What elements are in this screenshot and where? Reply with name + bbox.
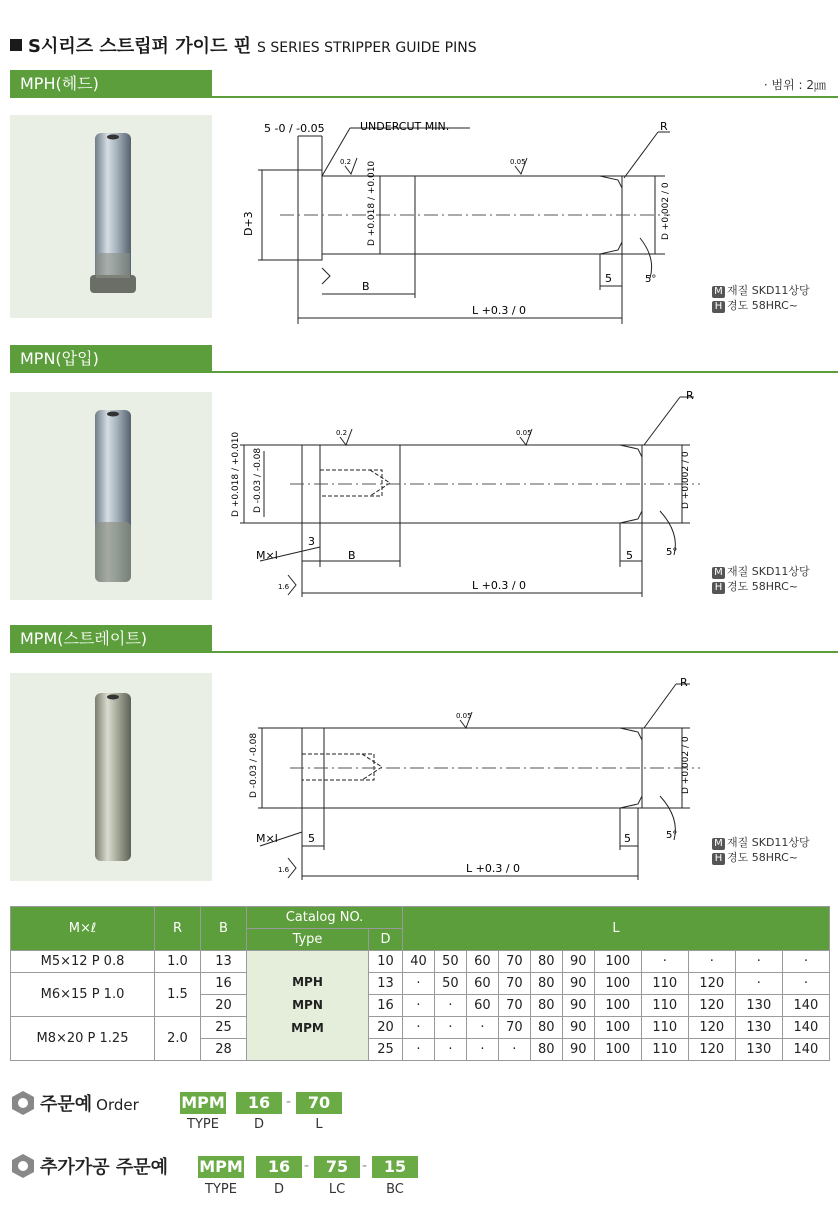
cell-l: · [688,951,735,973]
section-label: MPN(압입) [10,345,212,373]
cell-l: 80 [530,995,562,1017]
pin-photo-mpn [10,392,212,600]
dim-press-diameter: D +0.018 / +0.010 [231,431,241,517]
dim-guide-diameter: D +0.002 / 0 [681,451,691,509]
cell-d: 25 [369,1039,403,1061]
cell-l: 70 [498,1017,530,1039]
dim-b: B [362,280,370,293]
order-box-d: 16 [236,1092,282,1114]
cell-l: 140 [782,1017,829,1039]
dim-length: L +0.3 / 0 [472,304,527,317]
cell-l: 70 [498,973,530,995]
extra-box-d: 16 [256,1156,302,1178]
cell-d: 10 [369,951,403,973]
extra-box-type: MPM [199,1157,243,1176]
roughness-b: 0.05 [516,429,532,437]
section-divider [212,96,838,98]
cell-l: · [434,1017,466,1039]
mpn-pin-image [10,392,212,600]
gear-icon [10,1153,36,1179]
cell-d: 13 [369,973,403,995]
cell-l: 140 [782,1039,829,1061]
label-radius: R [686,389,694,402]
cell-thread: M5×12 P 0.8 [11,951,155,973]
cell-l: 50 [434,951,466,973]
hardness-text: 경도 58HRC~ [727,580,799,593]
cell-b: 20 [201,995,247,1017]
cell-l: · [434,995,466,1017]
hardness-text: 경도 58HRC~ [727,851,799,864]
title-english: S SERIES STRIPPER GUIDE PINS [257,40,477,56]
title-korean: S시리즈 스트립퍼 가이드 핀 [28,36,252,57]
section-label: MPH(헤드) [10,70,212,98]
cell-l: · [735,951,782,973]
cell-type-list [247,951,369,1061]
cell-l: 110 [641,1017,688,1039]
range-note: · 범위 : 2㎛ [763,78,826,92]
square-bullet-icon [10,39,22,51]
table-row [11,973,830,995]
cell-l: · [466,1017,498,1039]
label-undercut: UNDERCUT MIN. [360,120,450,133]
page-title [10,32,477,58]
label-thread: M×l [256,832,278,845]
cell-b: 25 [201,1017,247,1039]
order-box-type: MPM [181,1093,225,1112]
dim-body-diameter: D -0.03 / -0.08 [253,447,263,513]
cell-l: 60 [466,995,498,1017]
cell-l: · [735,973,782,995]
cell-l: 120 [688,995,735,1017]
cell-l: 120 [688,1039,735,1061]
roughness-b: 0.05 [510,158,526,166]
order-label-ko: 주문예 [40,1094,93,1115]
cell-l: 90 [562,951,594,973]
material-text: 재질 SKD11상당 [727,284,810,297]
roughness-c: 1.6 [278,866,290,874]
dim-head-thickness: 5 -0 / -0.05 [264,122,325,135]
extra-caption-type: TYPE [205,1182,237,1197]
cell-l: 110 [641,973,688,995]
order-caption-d: D [253,1117,264,1132]
cell-l: 90 [562,1039,594,1061]
spec-note-mph [712,283,810,313]
cell-l: 100 [594,1039,641,1061]
dim-body-diameter: D -0.03 / -0.08 [249,732,259,798]
order-label-en: Order [96,1096,139,1114]
header-catalog: Catalog NO. [247,907,403,929]
header-thread: M×ℓ [11,907,155,951]
roughness-a: 0.2 [336,429,348,437]
cell-r: 1.0 [155,951,201,973]
cell-l: 90 [562,973,594,995]
cell-l: 60 [466,973,498,995]
label-radius: R [680,676,688,689]
cell-l: 40 [403,951,435,973]
cell-l: 140 [782,995,829,1017]
type-mpn: MPN [292,998,323,1012]
roughness-c: 1.6 [278,583,290,591]
dim-angle: 5° [666,547,678,558]
cell-l: 110 [641,995,688,1017]
cell-l: 120 [688,1017,735,1039]
section-label: MPM(스트레이트) [10,625,212,653]
separator-dash: - [362,1158,368,1174]
cell-l: 100 [594,951,641,973]
dim-three: 3 [308,535,315,548]
cell-l: 80 [530,973,562,995]
hardness-badge: H [712,853,725,865]
cell-l: 80 [530,951,562,973]
cell-l: · [403,1017,435,1039]
cell-b: 16 [201,973,247,995]
cell-l: · [782,951,829,973]
cell-b: 13 [201,951,247,973]
cell-l: 80 [530,1017,562,1039]
cell-l: 70 [498,995,530,1017]
cell-l: · [782,973,829,995]
dim-angle: 5° [666,830,678,841]
type-mph: MPH [292,975,323,989]
dim-five-left: 5 [308,832,315,845]
header-b: B [201,907,247,951]
pin-photo-mpm [10,673,212,881]
separator-dash: - [304,1158,310,1174]
hardness-badge: H [712,582,725,594]
material-badge: M [712,286,725,298]
header-d: D [369,929,403,951]
section-header-mph [10,70,838,98]
material-badge: M [712,567,725,579]
cell-l: · [403,1039,435,1061]
header-type: Type [247,929,369,951]
cell-l: 130 [735,995,782,1017]
pin-photo-mph [10,115,212,318]
cell-r: 1.5 [155,973,201,1017]
mpn-technical-drawing [220,383,710,598]
cell-l: 120 [688,973,735,995]
dim-guide-diameter: D +0.002 / 0 [681,736,691,794]
dim-length: L +0.3 / 0 [466,862,521,875]
cell-l: · [498,1039,530,1061]
cell-thread: M8×20 P 1.25 [11,1017,155,1061]
extra-box-bc: 15 [372,1156,418,1178]
cell-thread: M6×15 P 1.0 [11,973,155,1017]
cell-l: 130 [735,1039,782,1061]
header-l: L [403,907,830,951]
roughness-a: 0.2 [340,158,352,166]
order-caption-type: TYPE [187,1117,219,1132]
mph-technical-drawing [240,118,710,326]
cell-b: 28 [201,1039,247,1061]
hardness-badge: H [712,301,725,313]
order-hex-icon [10,1090,36,1116]
dim-guide-diameter: D +0.002 / 0 [661,182,671,240]
extra-caption-d: D [273,1182,284,1197]
section-divider [212,651,838,653]
cell-l: 60 [466,951,498,973]
cell-l: · [403,973,435,995]
cell-d: 20 [369,1017,403,1039]
hardness-text: 경도 58HRC~ [727,299,799,312]
mpm-technical-drawing [220,670,710,885]
extra-box-lc: 75 [314,1156,360,1178]
cell-d: 16 [369,995,403,1017]
size-table [10,906,830,1061]
cell-l: 90 [562,995,594,1017]
dim-five: 5 [605,272,612,285]
dim-five: 5 [626,549,633,562]
dim-press-diameter: D +0.018 / +0.010 [367,160,377,246]
cell-l: 50 [434,973,466,995]
extra-order-label-ko: 추가가공 주문예 [40,1157,168,1178]
mph-pin-image [10,115,212,318]
cell-l: · [466,1039,498,1061]
dim-five: 5 [624,832,631,845]
cell-l: 90 [562,1017,594,1039]
cell-l: 110 [641,1039,688,1061]
section-header-mpn [10,345,838,373]
table-row [11,951,830,973]
cell-l: · [641,951,688,973]
section-header-mpm [10,625,838,653]
table-row [11,1017,830,1039]
material-text: 재질 SKD11상당 [727,565,810,578]
dim-b: B [348,549,356,562]
spec-note-mpn [712,564,810,594]
roughness-b: 0.05 [456,712,472,720]
cell-l: 100 [594,973,641,995]
order-box-l: 70 [296,1092,342,1114]
dim-head-diameter: D+3 [242,211,255,236]
cell-r: 2.0 [155,1017,201,1061]
cell-l: · [403,995,435,1017]
cell-l: 70 [498,951,530,973]
extra-order-example-label [10,1153,168,1179]
order-example-label [10,1090,139,1116]
material-badge: M [712,838,725,850]
spec-note-mpm [712,835,810,865]
cell-l: 100 [594,1017,641,1039]
cell-l: 80 [530,1039,562,1061]
mpm-pin-image [10,673,212,881]
label-thread: M×l [256,549,278,562]
dim-angle: 5° [645,274,657,285]
cell-l: 130 [735,1017,782,1039]
label-radius: R [660,120,668,133]
material-text: 재질 SKD11상당 [727,836,810,849]
separator-dash: - [286,1094,292,1110]
dim-length: L +0.3 / 0 [472,579,527,592]
section-divider [212,371,838,373]
cell-l: · [434,1039,466,1061]
cell-l: 100 [594,995,641,1017]
type-mpm: MPM [291,1021,324,1035]
extra-caption-lc: LC [328,1182,346,1197]
order-caption-l: L [315,1117,323,1132]
header-r: R [155,907,201,951]
extra-caption-bc: BC [386,1182,404,1197]
